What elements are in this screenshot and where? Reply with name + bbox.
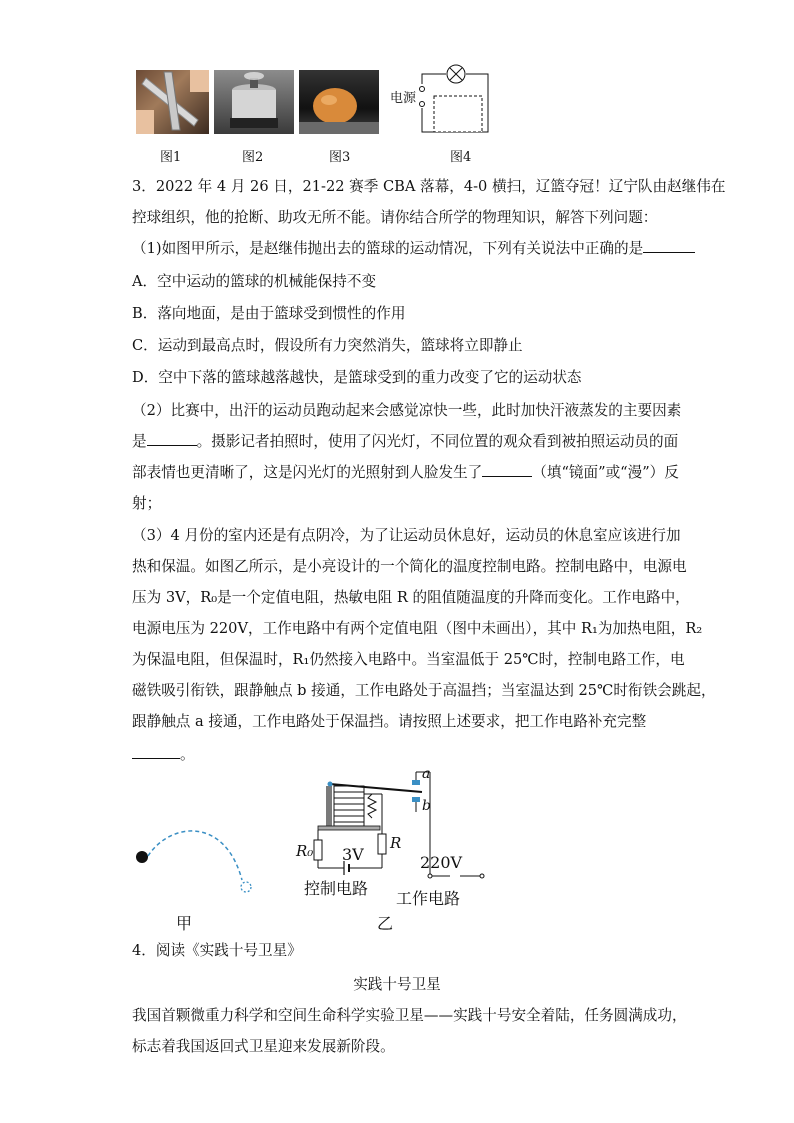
q3-part2-line1: （2）比赛中，出汗的运动员跑动起来会感觉凉快一些，此时加快汗液蒸发的主要因素 (132, 402, 682, 419)
q3-part3-end: 。 (180, 746, 195, 763)
answer-blank[interactable] (643, 252, 695, 253)
answer-blank[interactable] (482, 476, 532, 477)
q4-body-line2: 标志着我国返回式卫星迎来发展新阶段。 (132, 1038, 395, 1055)
q4-article-title: 实践十号卫星 (353, 976, 441, 993)
fig3-caption: 图3 (329, 150, 351, 165)
q3-part3-line2: 热和保温。如图乙所示，是小亮设计的一个简化的温度控制电路。控制电路中，电源电 (132, 558, 687, 575)
fig2-caption: 图2 (242, 150, 264, 165)
q4-body-line1: 我国首颗微重力科学和空间生命科学实验卫星——实践十号安全着陆，任务圆满成功， (132, 1007, 687, 1024)
q3-part2-line4: 射； (132, 495, 162, 512)
q3-part3-line4: 电源电压为 220V，工作电路中有两个定值电阻（图中未画出），其中 R₁为加热电阻，R₂ (132, 620, 703, 637)
r0-label: R₀ (296, 842, 314, 860)
answer-blank[interactable] (132, 758, 180, 759)
q3-part2-line3 (132, 457, 679, 488)
voltage-220v-label: 220V (420, 853, 463, 872)
q3-part2-text-b: 。摄影记者拍照时，使用了闪光灯，不同位置的观众看到被拍照运动员的面 (196, 433, 679, 450)
q3-part2-text-c: 部表情也更清晰了，这是闪光灯的光照射到人脸发生了 (132, 464, 483, 481)
q3-option-c: C．运动到最高点时，假设所有力突然消失，篮球将立即静止 (132, 337, 523, 354)
q3-part3-line7: 跟静触点 a 接通，工作电路处于保温挡。请按照上述要求，把工作电路补充完整 (132, 713, 647, 730)
work-circuit-label: 工作电路 (396, 889, 461, 908)
q3-part3-line5: 为保温电阻，但保温时，R₁仍然接入电路中。当室温低于 25℃时，控制电路工作，电 (132, 651, 685, 668)
q3-part2-text-d: （填“镜面”或“漫”）反 (532, 464, 679, 481)
fig2-photo-pot (214, 70, 294, 134)
q3-part2-line2 (132, 426, 679, 457)
diagram-yi-circuit (290, 764, 490, 914)
q4-intro: 4．阅读《实践十号卫星》 (132, 942, 302, 959)
q3-intro-line2: 控球组织，他的抢断、助攻无所不能。请你结合所学的物理知识，解答下列问题： (132, 209, 658, 226)
label-jia: 甲 (176, 914, 193, 933)
q3-intro-line1: 3．2022 年 4 月 26 日，21-22 赛季 CBA 落幕，4-0 横扫，辽篮夺冠！辽宁队由赵继伟在 (132, 178, 726, 195)
q3-part1-stem (132, 233, 662, 264)
label-yi: 乙 (377, 914, 394, 933)
q3-option-d: D．空中下落的篮球越落越快，是篮球受到的重力改变了它的运动状态 (132, 369, 582, 386)
diagram-jia-trajectory (130, 820, 270, 920)
r-label: R (390, 834, 402, 852)
q3-part1-text: （1)如图甲所示，是赵继伟抛出去的篮球的运动情况，下列有关说法中正确的是 (132, 240, 644, 257)
q3-part3-line3: 压为 3V，R₀是一个定值电阻，热敏电阻 R 的阻值随温度的升降而变化。工作电路中， (132, 589, 690, 606)
voltage-3v-label: 3V (342, 845, 364, 864)
fig1-photo-knife (136, 70, 209, 134)
contact-b-label: b (422, 798, 431, 814)
contact-a-label: a (422, 766, 431, 782)
q3-option-b: B．落向地面，是由于篮球受到惯性的作用 (132, 305, 406, 322)
fig1-caption: 图1 (160, 150, 182, 165)
q3-part3-line1: （3）4 月份的室内还是有点阴冷，为了让运动员休息好，运动员的休息室应该进行加 (132, 527, 681, 544)
q3-part2-text-a: 是 (132, 433, 147, 450)
power-label: 电源 (390, 91, 417, 106)
fig4-circuit (390, 62, 500, 140)
q3-option-a: A．空中运动的篮球的机械能保持不变 (132, 273, 377, 290)
control-circuit-label: 控制电路 (304, 879, 369, 898)
fig3-photo-egg (299, 70, 379, 134)
answer-blank[interactable] (147, 445, 197, 446)
q3-part3-line6: 磁铁吸引衔铁，跟静触点 b 接通，工作电路处于高温挡；当室温达到 25℃时衔铁会跳起， (132, 682, 716, 699)
fig4-caption: 图4 (450, 150, 472, 165)
